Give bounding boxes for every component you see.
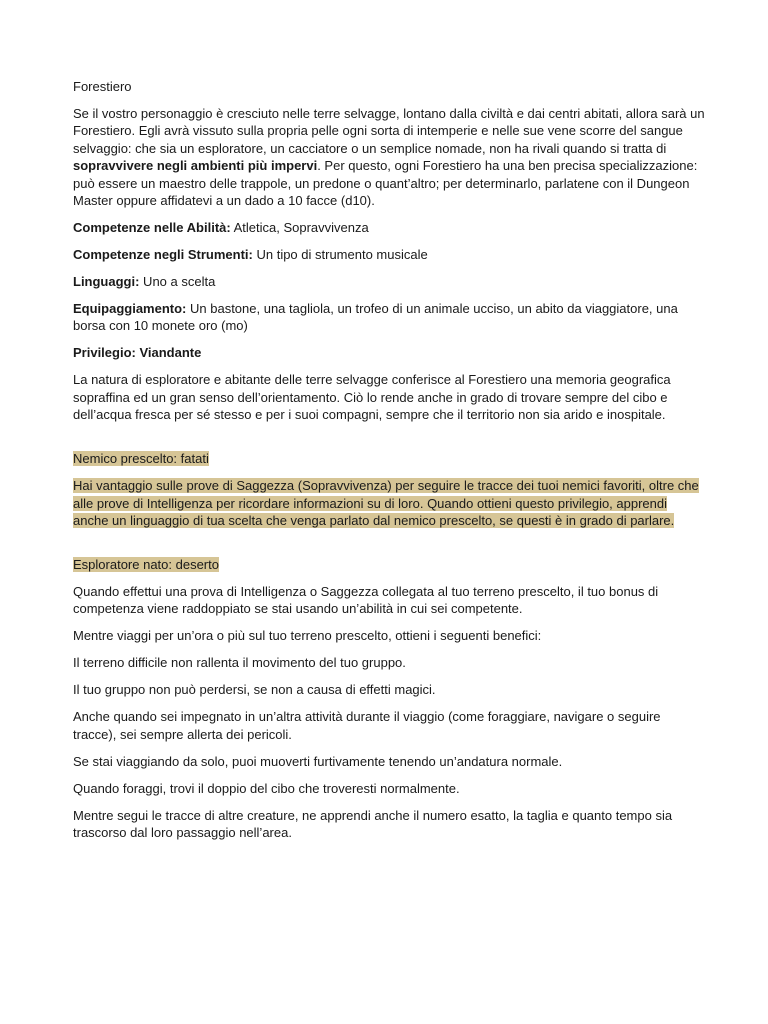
natural-explorer-paragraph: Il terreno difficile non rallenta il movimento del tuo gruppo.: [73, 655, 406, 671]
favored-enemy-paragraph: [73, 477, 705, 529]
tools-label: Competenze negli Strumenti:: [73, 247, 253, 263]
equipment-label: Equipaggiamento:: [73, 301, 187, 317]
natural-explorer-paragraph: Se stai viaggiando da solo, puoi muoverti furtivamente tenendo un’andatura normale.: [73, 753, 563, 769]
intro-text-1: Se il vostro personaggio è cresciuto nelle terre selvagge, lontano dalla civiltà e dai centri abitati, allora sarà un Forestiero. Egli avrà vissuto sulla propria pelle ogni sorta di intemperie e nelle sue vene scorre del sangue selvaggio: che sia un esploratore, un cacciatore o un semplice nomade, non ha rivali quando si tratta di: [73, 106, 705, 156]
languages-value: Uno a scelta: [139, 274, 216, 290]
privilege-paragraph: La natura di esploratore e abitante delle terre selvagge conferisce al Forestiero una memoria geografica sopraffina ed un gran senso dell’orientamento. Ciò lo rende anche in grado di trovare sempre del cibo e dell’acqua fresca per sé stesso e per i suoi compagni, sempre che il territorio non sia arido e inospitale.: [73, 372, 671, 423]
tools-line: [73, 246, 705, 263]
favored-enemy-heading: [73, 450, 705, 467]
skills-label: Competenze nelle Abilità:: [73, 220, 231, 236]
equipment-value: Un bastone, una tagliola, un trofeo di un animale ucciso, un abito da viaggiatore, una borsa con 10 monete oro (mo): [73, 301, 678, 334]
natural-explorer-paragraph: Mentre viaggi per un’ora o più sul tuo terreno prescelto, ottieni i seguenti benefici:: [73, 628, 542, 644]
natural-explorer-paragraph: Mentre segui le tracce di altre creature, ne apprendi anche il numero esatto, la taglia e quanto tempo sia trascorso dal loro passaggio nell’area.: [73, 807, 673, 841]
intro-paragraph: [73, 105, 705, 209]
skills-line: [73, 219, 705, 236]
natural-explorer-heading: [73, 556, 705, 573]
equipment-line: [73, 300, 705, 335]
languages-label: Linguaggi:: [73, 274, 140, 290]
skills-value: Atletica, Sopravvivenza: [230, 220, 369, 236]
document-page: [73, 78, 705, 851]
natural-explorer-heading-text: Esploratore nato: deserto: [73, 557, 219, 573]
privilege-heading: [73, 344, 705, 361]
natural-explorer-paragraph: Anche quando sei impegnato in un’altra attività durante il viaggio (come foraggiare, navigare o seguire tracce), sei sempre allerta dei pericoli.: [73, 709, 661, 742]
privilege-label: Privilegio: Viandante: [73, 345, 202, 361]
blank-line: [73, 539, 705, 556]
favored-enemy-heading-text: Nemico prescelto: fatati: [73, 451, 209, 467]
document-title: Forestiero: [73, 79, 132, 94]
natural-explorer-paragraph: Quando effettui una prova di Intelligenza o Saggezza collegata al tuo terreno prescelto, il tuo bonus di competenza viene raddoppiato se stai usando un’abilità in cui sei competente.: [73, 584, 659, 617]
intro-bold-text: sopravvivere negli ambienti più impervi: [73, 158, 318, 174]
tools-value: Un tipo di strumento musicale: [252, 247, 428, 263]
favored-enemy-text: Hai vantaggio sulle prove di Saggezza (Sopravvivenza) per seguire le tracce dei tuoi nemici favoriti, oltre che alle prove di Intelligenza per ricordare informazioni su di loro. Quando ottieni questo privilegio, apprendi anche un linguaggio di tua scelta che venga parlato dal nemico prescelto, se questi è in grado di parlare.: [73, 478, 699, 529]
languages-line: [73, 273, 705, 290]
natural-explorer-paragraph: Il tuo gruppo non può perdersi, se non a causa di effetti magici.: [73, 682, 436, 698]
blank-line: [73, 433, 705, 450]
intro-text-2: . Per questo, ogni Forestiero ha una ben precisa specializzazione: può essere un maestro delle trappole, un predone o quant’altro; per determinarlo, parlatene con il Dungeon Master oppure affidatevi a un dado a 10 facce (d10).: [73, 158, 698, 209]
natural-explorer-paragraph: Quando foraggi, trovi il doppio del cibo che troveresti normalmente.: [73, 780, 460, 796]
